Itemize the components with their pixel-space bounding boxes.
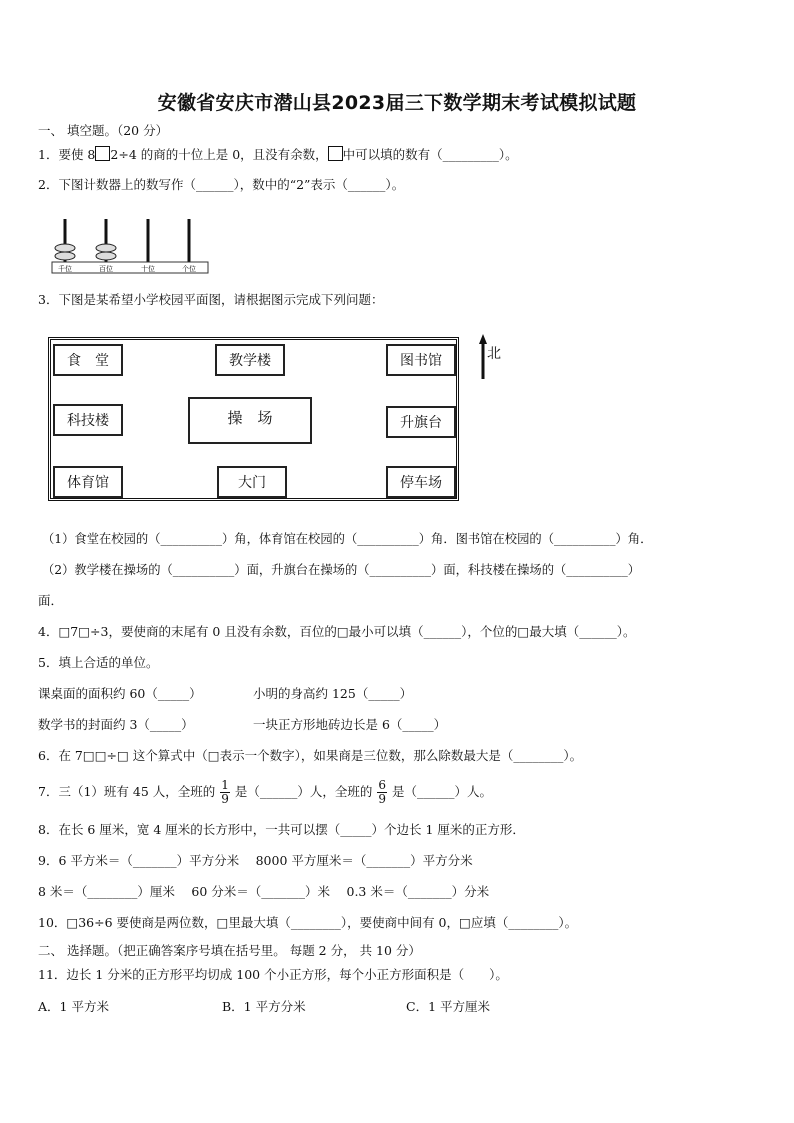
question-9-a: 9．6 平方米＝（_______）平方分米 8000 平方厘米＝（_______）平方分米 (38, 853, 473, 868)
map-canteen: 食 堂 (53, 344, 123, 376)
question-5-d: 一块正方形地砖边长是 6（_____） (253, 717, 447, 732)
map-gym: 体育馆 (53, 466, 123, 498)
campus-map (48, 337, 459, 501)
page-title: 安徽省安庆市潜山县2023届三下数学期末考试模拟试题 (157, 92, 637, 114)
blank-box (95, 146, 110, 161)
numerator: 6 (378, 778, 387, 792)
map-teaching-building: 教学楼 (215, 344, 285, 376)
question-3: 3．下图是某希望小学校园平面图，请根据图示完成下列问题： (38, 292, 384, 307)
question-3-2: （2）教学楼在操场的（__________）面，升旗台在操场的（__________）面，科技楼在操场的（__________） (42, 563, 641, 577)
q1-part-b: 2÷4 的商的十位上是 0，且没有余数， (110, 147, 328, 162)
map-science-building: 科技楼 (53, 404, 123, 436)
question-1 (38, 146, 518, 163)
map-gate: 大门 (217, 466, 287, 498)
abacus-label-hundreds: 百位 (99, 265, 113, 273)
map-flag-platform: 升旗台 (386, 406, 456, 438)
map-parking: 停车场 (386, 466, 456, 498)
q7-part-b: 是（______）人，全班的 (234, 784, 373, 799)
question-2: 2．下图计数器上的数写作（______），数中的“2”表示（______）。 (38, 177, 405, 192)
question-5-b: 小明的身高约 125（_____） (253, 686, 413, 701)
abacus-label-thousands: 千位 (58, 265, 72, 273)
section-1-heading: 一、 填空题。（20 分） (38, 123, 169, 138)
q1-part-c: 中可以填的数有（_________）。 (342, 147, 518, 162)
abacus-label-tens: 十位 (141, 265, 155, 273)
q11-option-b: B．1 平方分米 (222, 999, 306, 1014)
abacus-figure (50, 213, 220, 277)
blank-box (328, 146, 343, 161)
map-library: 图书馆 (386, 344, 456, 376)
q11-option-a: A．1 平方米 (38, 999, 109, 1014)
question-3-2-end: 面． (38, 593, 64, 608)
numerator: 1 (221, 778, 229, 792)
question-9-b: 8 米＝（________）厘米 60 分米＝（_______）米 0.3 米＝（_______）分米 (38, 884, 490, 899)
abacus-bead (96, 244, 116, 252)
denominator: 9 (378, 792, 387, 806)
question-5-c: 数学书的封面约 3（_____） (38, 717, 194, 732)
denominator: 9 (221, 792, 229, 806)
question-3-1: （1）食堂在校园的（__________）角，体育馆在校园的（__________）角．图书馆在校园的（__________）角． (42, 532, 653, 546)
abacus-bead (55, 244, 75, 252)
abacus-bead (55, 252, 75, 260)
q7-part-a: 7．三（1）班有 45 人，全班的 (38, 784, 216, 799)
q1-part-a: 1．要使 8 (38, 147, 96, 162)
question-5: 5．填上合适的单位。 (38, 655, 159, 670)
fraction-6-9 (377, 779, 387, 806)
question-11: 11．边长 1 分米的正方形平均切成 100 个小正方形，每个小正方形面积是（ ）。 (38, 967, 508, 982)
question-6: 6．在 7□□÷□ 这个算式中（□表示一个数字），如果商是三位数，那么除数最大是（________）。 (38, 748, 583, 763)
question-4: 4．□7□÷3，要使商的末尾有 0 且没有余数，百位的□最小可以填（______），个位的□最大填（______）。 (38, 624, 636, 639)
q7-part-c: 是（______）人。 (392, 784, 493, 799)
abacus-label-ones: 个位 (182, 265, 196, 273)
question-10: 10．□36÷6 要使商是两位数，□里最大填（________），要使商中间有 0，□应填（________）。 (38, 915, 578, 930)
abacus-bead (96, 252, 116, 260)
map-playground: 操 场 (188, 397, 312, 444)
north-label: 北 (487, 346, 501, 362)
q11-option-c: C．1 平方厘米 (406, 999, 490, 1014)
question-5-a: 课桌面的面积约 60（_____） (38, 686, 202, 701)
section-2-heading: 二、 选择题。（把正确答案序号填在括号里。 每题 2 分， 共 10 分） (38, 943, 421, 958)
question-7 (38, 774, 492, 810)
question-8: 8．在长 6 厘米，宽 4 厘米的长方形中，一共可以摆（_____）个边长 1 厘米的正方形． (38, 822, 525, 837)
fraction-1-9 (220, 779, 230, 806)
